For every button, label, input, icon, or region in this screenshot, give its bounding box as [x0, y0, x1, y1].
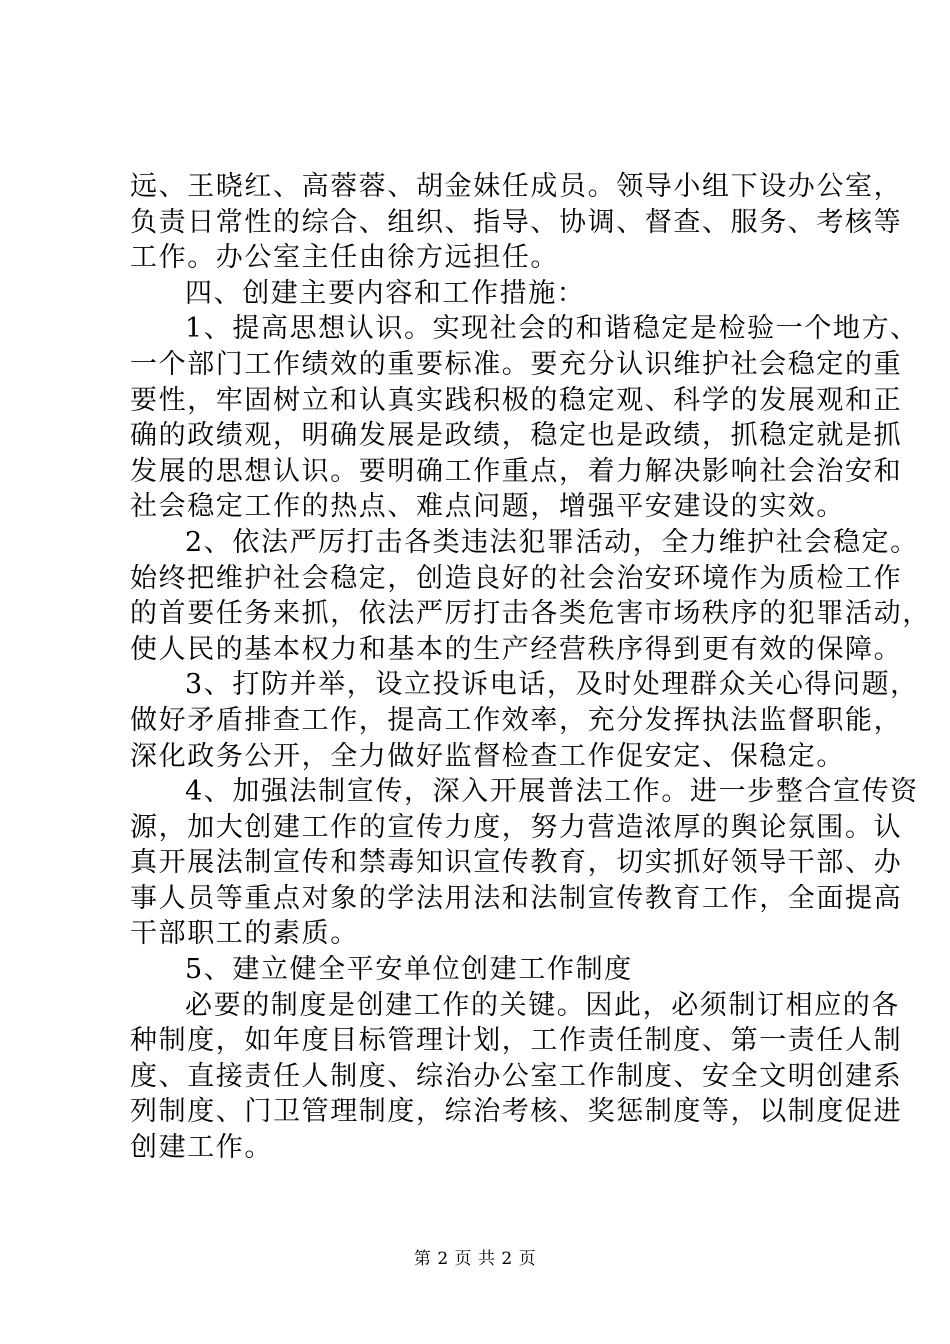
text-line: 创建工作。	[130, 1132, 273, 1164]
text-line: 使人民的基本权力和基本的生产经营秩序得到更有效的保障。	[130, 633, 903, 665]
text-line: 的首要任务来抓，依法严厉打击各类危害市场秩序的犯罪活动，	[130, 598, 931, 630]
text-line: 远、王晓红、高蓉蓉、胡金妹任成员。领导小组下设办公室，	[130, 171, 903, 202]
text-line: 发展的思想认识。要明确工作重点，着力解决影响社会治安和	[130, 455, 903, 487]
text-line: 3、打防并举，设立投诉电话，及时处理群众关心得问题，	[185, 669, 919, 701]
text-line: 4、加强法制宣传，深入开展普法工作。进一步整合宣传资	[185, 776, 919, 808]
document-body	[130, 169, 931, 1166]
text-line: 列制度、门卫管理制度，综治考核、奖惩制度等，以制度促进	[130, 1096, 903, 1128]
text-line: 要性，牢固树立和认真实践积极的稳定观、科学的发展观和正	[130, 384, 903, 416]
text-line: 5、建立健全平安单位创建工作制度	[185, 954, 633, 986]
page-footer: 第 2 页 共 2 页	[413, 1249, 537, 1269]
text-line: 工作。办公室主任由徐方远担任。	[130, 242, 559, 274]
text-line: 做好矛盾排查工作，提高工作效率，充分发挥执法监督职能，	[130, 704, 903, 736]
text-line: 确的政绩观，明确发展是政绩，稳定也是政绩，抓稳定就是抓	[130, 420, 903, 452]
text-line: 度、直接责任人制度、综治办公室工作制度、安全文明创建系	[130, 1060, 903, 1092]
text-line: 源，加大创建工作的宣传力度，努力营造浓厚的舆论氛围。认	[130, 811, 903, 843]
text-line: 始终把维护社会稳定，创造良好的社会治安环境作为质检工作	[130, 562, 903, 594]
text-line: 四、创建主要内容和工作措施：	[185, 277, 586, 309]
text-line: 事人员等重点对象的学法用法和法制宣传教育工作，全面提高	[130, 882, 903, 914]
text-line: 干部职工的素质。	[130, 918, 359, 950]
text-line: 种制度，如年度目标管理计划，工作责任制度、第一责任人制	[130, 1025, 903, 1057]
text-line: 必要的制度是创建工作的关键。因此，必须制订相应的各	[185, 989, 900, 1021]
text-line: 深化政务公开，全力做好监督检查工作促安定、保稳定。	[130, 740, 845, 772]
text-line: 一个部门工作绩效的重要标准。要充分认识维护社会稳定的重	[130, 348, 903, 380]
text-line: 2、依法严厉打击各类违法犯罪活动，全力维护社会稳定。	[185, 526, 919, 558]
text-line: 社会稳定工作的热点、难点问题，增强平安建设的实效。	[130, 491, 845, 523]
text-line: 负责日常性的综合、组织、指导、协调、督查、服务、考核等	[130, 206, 903, 238]
text-line: 真开展法制宣传和禁毒知识宣传教育，切实抓好领导干部、办	[130, 847, 903, 879]
text-line: 1、提高思想认识。实现社会的和谐稳定是检验一个地方、	[185, 313, 919, 345]
